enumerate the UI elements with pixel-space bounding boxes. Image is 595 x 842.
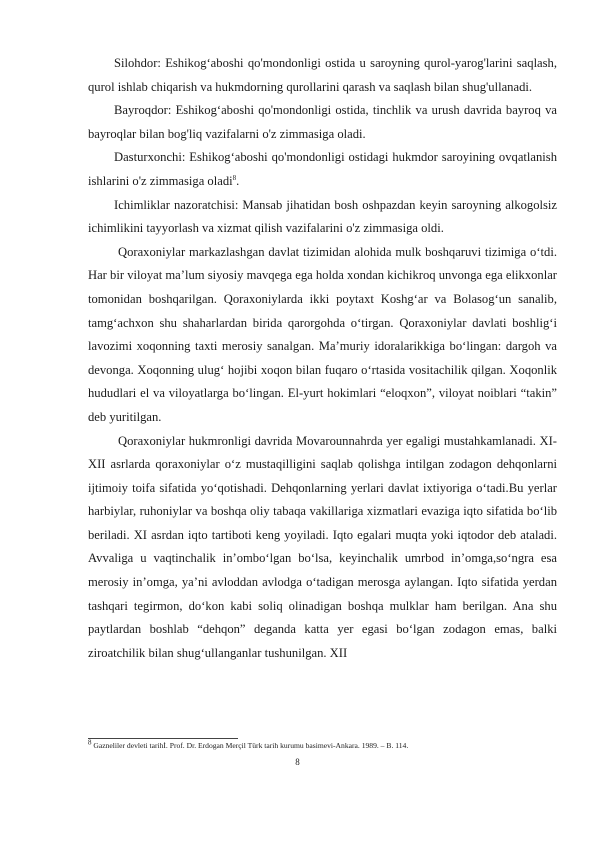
paragraph-text: Dasturxonchi: Eshikog‘aboshi qo'mondonligi ostidagi hukmdor saroyining ovqatlanish ishlarini o'z zimmasiga oladi	[88, 150, 557, 188]
paragraph-text: Qoraxoniylar markazlashgan davlat tizimidan alohida mulk boshqaruvi tizimiga o‘tdi. Har bir viloyat ma’lum siyosiy mavqega ega holda xondan kichikroq unvonga ega elikxonlar tomonidan boshqarilgan. Qoraxoniylarda ikki poytaxt Koshg‘ar va Bolasog‘un sanalib, tamg‘achxon shu shaharlardan birida qarorgohda o‘tirgan. Qoraxoniylar davlati boshlig‘i lavozimi xoqonning taxti merosiy sanalgan. Ma’muriy idoralarikkiga bo‘lingan: dargoh va devonga. Xoqonning ulug‘ hojibi xoqon bilan fuqaro o‘rtasida vositachilik qilgan. Xoqonlik hududlari el va viloyatlarga bo‘lingan. El-yurt hokimlari “eloqxon”, viloyat noiblari “takin” deb yuritilgan.	[88, 244, 557, 424]
paragraph-silohdor	[88, 52, 557, 99]
paragraph-text: Qoraxoniylar hukmronligi davrida Movarounnahrda yer egaligi mustahkamlanadi. XI-XII asrlarda qoraxoniylar o‘z mustaqilligini saqlab qolishga intilgan zodagon dehqonlarni ijtimoiy toifa sifatida yo‘qotishadi. Dehqonlarning yerlari davlat ixtiyoriga o‘tadi.Bu yerlar harbiylar, ruhoniylar va boshqa oliy tabaqa vakillariga xizmatlari evaziga iqto sifatida bo‘lib beriladi. XI asrdan iqto tartiboti keng yoyiladi. Iqto egalari muqta yoki iqtodor deb ataladi. Avvaliga u vaqtinchalik in’ombo‘lgan bo‘lsa, keyinchalik umrbod in’omga,so‘ngra esa merosiy in’omga, ya’ni avloddan avlodga o‘tadigan merosga aylangan. Iqto sifatida yerdan tashqari tegirmon, do‘kon kabi soliq olinadigan boshqa mulklar ham berilgan. Ana shu paytlardan boshlab “dehqon” deganda katta yer egasi bo‘lgan zodagon emas, balki ziroatchilik bilan shug‘ullanganlar tushunilgan. XII	[88, 433, 557, 660]
paragraph-bayroqdor	[88, 99, 557, 146]
footnote-text: Gazneliler devleti tarihİ. Prof. Dr. Erdogan Merçil Türk tarih kurumu basimevi-Ankara. 1989. – B. 114.	[91, 741, 409, 750]
footnote-number: 8	[88, 738, 92, 747]
footnote	[88, 738, 557, 751]
paragraph-ichimliklar	[88, 194, 557, 241]
paragraph-text: Bayroqdor: Eshikog‘aboshi qo'mondonligi ostida, tinchlik va urush davrida bayroq va bayroqlar bilan bog'liq vazifalarni o'z zimmasiga oladi.	[88, 103, 557, 141]
paragraph-qoraxoniylar-yer-egaligi	[88, 430, 557, 666]
footnote-reference[interactable]: 8	[232, 173, 237, 182]
paragraph-text-end: .	[236, 173, 240, 188]
paragraph-text: Ichimliklar nazoratchisi: Mansab jihatidan bosh oshpazdan keyin saroyning alkogolsiz ichimlikini tayyorlash va xizmat qilish vazifalarini o'z zimmasiga oldi.	[88, 197, 557, 236]
page-number: 8	[295, 757, 300, 767]
paragraph-dasturxonchi	[88, 146, 557, 193]
document-body	[88, 52, 557, 665]
paragraph-text: Silohdor: Eshikog‘aboshi qo'mondonligi ostida u saroyning qurol-yarog'larini saqlash, qurol ishlab chiqarish va hukmdorning qurollarini qarash va saqlash bilan shug'ullanadi.	[88, 56, 557, 94]
paragraph-qoraxoniylar-boshqaruv	[88, 241, 557, 430]
footnote-divider	[88, 738, 238, 739]
